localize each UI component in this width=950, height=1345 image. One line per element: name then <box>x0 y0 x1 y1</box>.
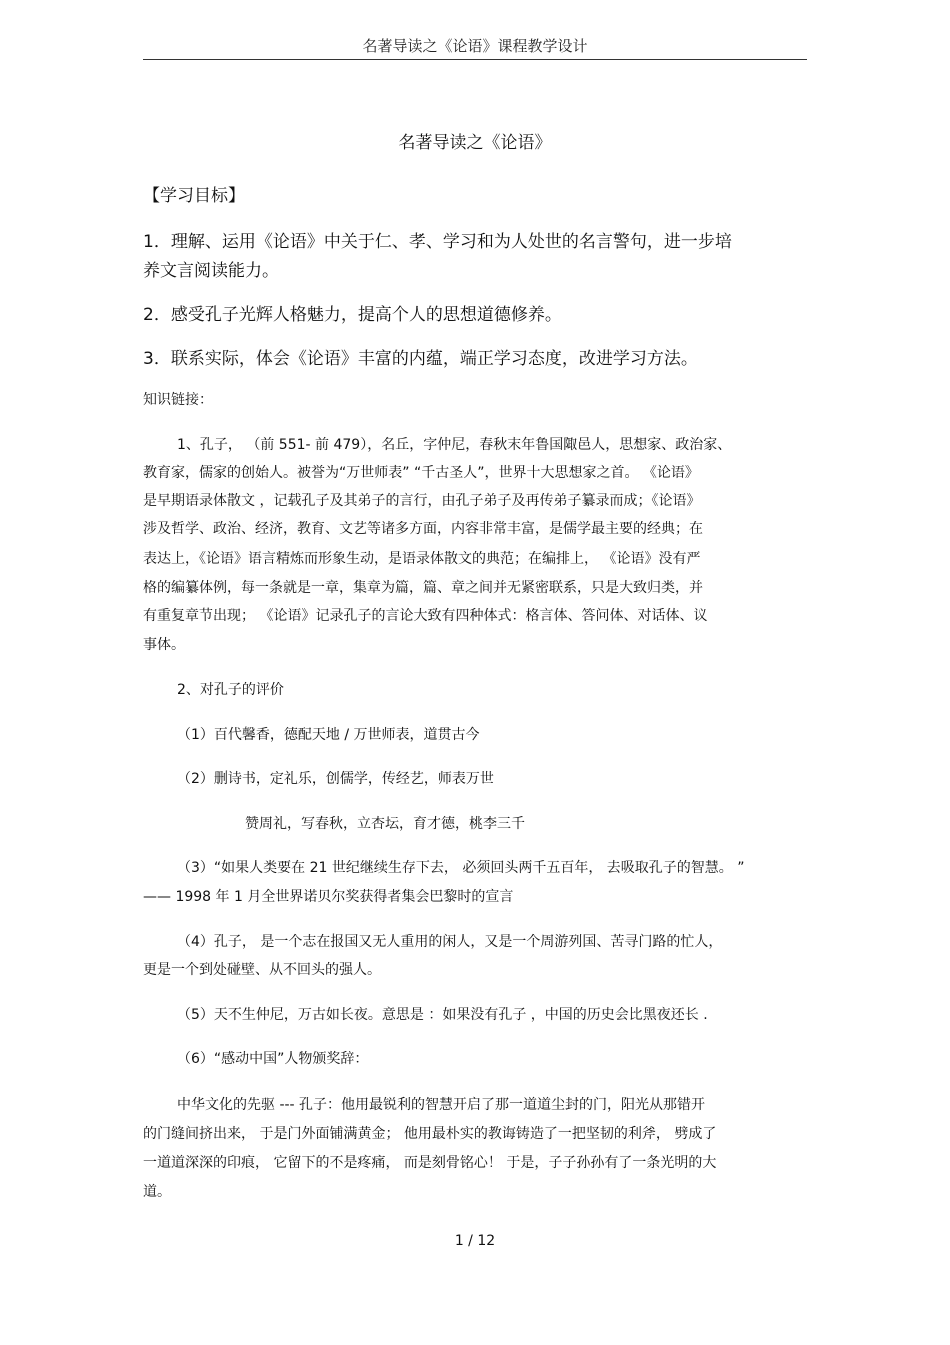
knowledge-heading: 知识链接： <box>143 392 213 408</box>
section1-line: 有重复章节出现； 《论语》记录孔子的言论大致有四种体式：格言体、答问体、对话体、议 <box>143 608 708 624</box>
document-title: 名著导读之《论语》 <box>398 133 552 153</box>
evaluation-3b: —— 1998 年 1 月全世界诺贝尔奖获得者集会巴黎时的宣言 <box>143 889 514 905</box>
section1-line: 1、孔子， （前 551- 前 479），名丘，字仲尼，春秋末年鲁国陬邑人，思想家、政治家、 <box>177 437 732 453</box>
section2-heading: 2、对孔子的评价 <box>177 682 284 698</box>
objective-1-line-2: 养文言阅读能力。 <box>143 261 279 281</box>
evaluation-1: （1）百代馨香，德配天地 / 万世师表，道贯古今 <box>177 727 480 743</box>
award-line: 的门缝间挤出来， 于是门外面铺满黄金； 他用最朴实的教诲铸造了一把坚韧的利斧， 劈成了 <box>143 1126 717 1142</box>
section1-line: 涉及哲学、政治、经济，教育、文艺等诸多方面，内容非常丰富，是儒学最主要的经典；在 <box>143 521 703 537</box>
evaluation-4b: 更是一个到处碰壁、从不回头的强人。 <box>143 962 381 978</box>
section1-line: 事体。 <box>143 637 185 653</box>
page-number: 1 / 12 <box>454 1233 496 1249</box>
section1-line: 表达上，《论语》语言精炼而形象生动，是语录体散文的典范；在编排上， 《论语》没有严 <box>143 551 701 567</box>
objectives-heading: 【学习目标】 <box>143 186 245 206</box>
evaluation-5: （5）天不生仲尼，万古如长夜。意思是 ：如果没有孔子 ，中国的历史会比黑夜还长 . <box>177 1007 708 1023</box>
section1-line: 教育家，儒家的创始人。被誉为“万世师表” “千古圣人”，世界十大思想家之首。 《论语》 <box>143 465 699 481</box>
award-line: 一道道深深的印痕， 它留下的不是疼痛， 而是刻骨铭心！ 于是，子子孙孙有了一条光明的大 <box>143 1155 717 1171</box>
award-line: 中华文化的先驱 --- 孔子：他用最锐利的智慧开启了那一道道尘封的门，阳光从那错开 <box>177 1097 706 1113</box>
objective-3: 3．联系实际，体会《论语》丰富的内蕴，端正学习态度，改进学习方法。 <box>143 349 698 369</box>
evaluation-2a: （2）删诗书，定礼乐，创儒学，传经艺，师表万世 <box>177 771 494 787</box>
evaluation-4a: （4）孔子， 是一个志在报国又无人重用的闲人，又是一个周游列国、苦寻门路的忙人， <box>177 934 723 950</box>
evaluation-3a: （3）“如果人类要在 21 世纪继续生存下去， 必须回头两千五百年， 去吸取孔子的智慧。 ” <box>177 860 745 876</box>
section1-line: 格的编纂体例，每一条就是一章，集章为篇，篇、章之间并无紧密联系，只是大致归类，并 <box>143 580 703 596</box>
objective-1-line-1: 1．理解、运用《论语》中关于仁、孝、学习和为人处世的名言警句，进一步培 <box>143 232 732 252</box>
evaluation-2b: 赞周礼，写春秋，立杏坛，育才德，桃李三千 <box>245 816 525 832</box>
objective-2: 2．感受孔子光辉人格魅力，提高个人的思想道德修养。 <box>143 305 562 325</box>
section1-line: 是早期语录体散文 ，记载孔子及其弟子的言行，由孔子弟子及再传弟子纂录而成；《论语》 <box>143 493 701 509</box>
evaluation-6: （6）“感动中国”人物颁奖辞： <box>177 1051 369 1067</box>
header-rule <box>143 59 807 60</box>
award-line: 道。 <box>143 1184 171 1200</box>
running-header: 名著导读之《论语》课程教学设计 <box>362 37 588 55</box>
